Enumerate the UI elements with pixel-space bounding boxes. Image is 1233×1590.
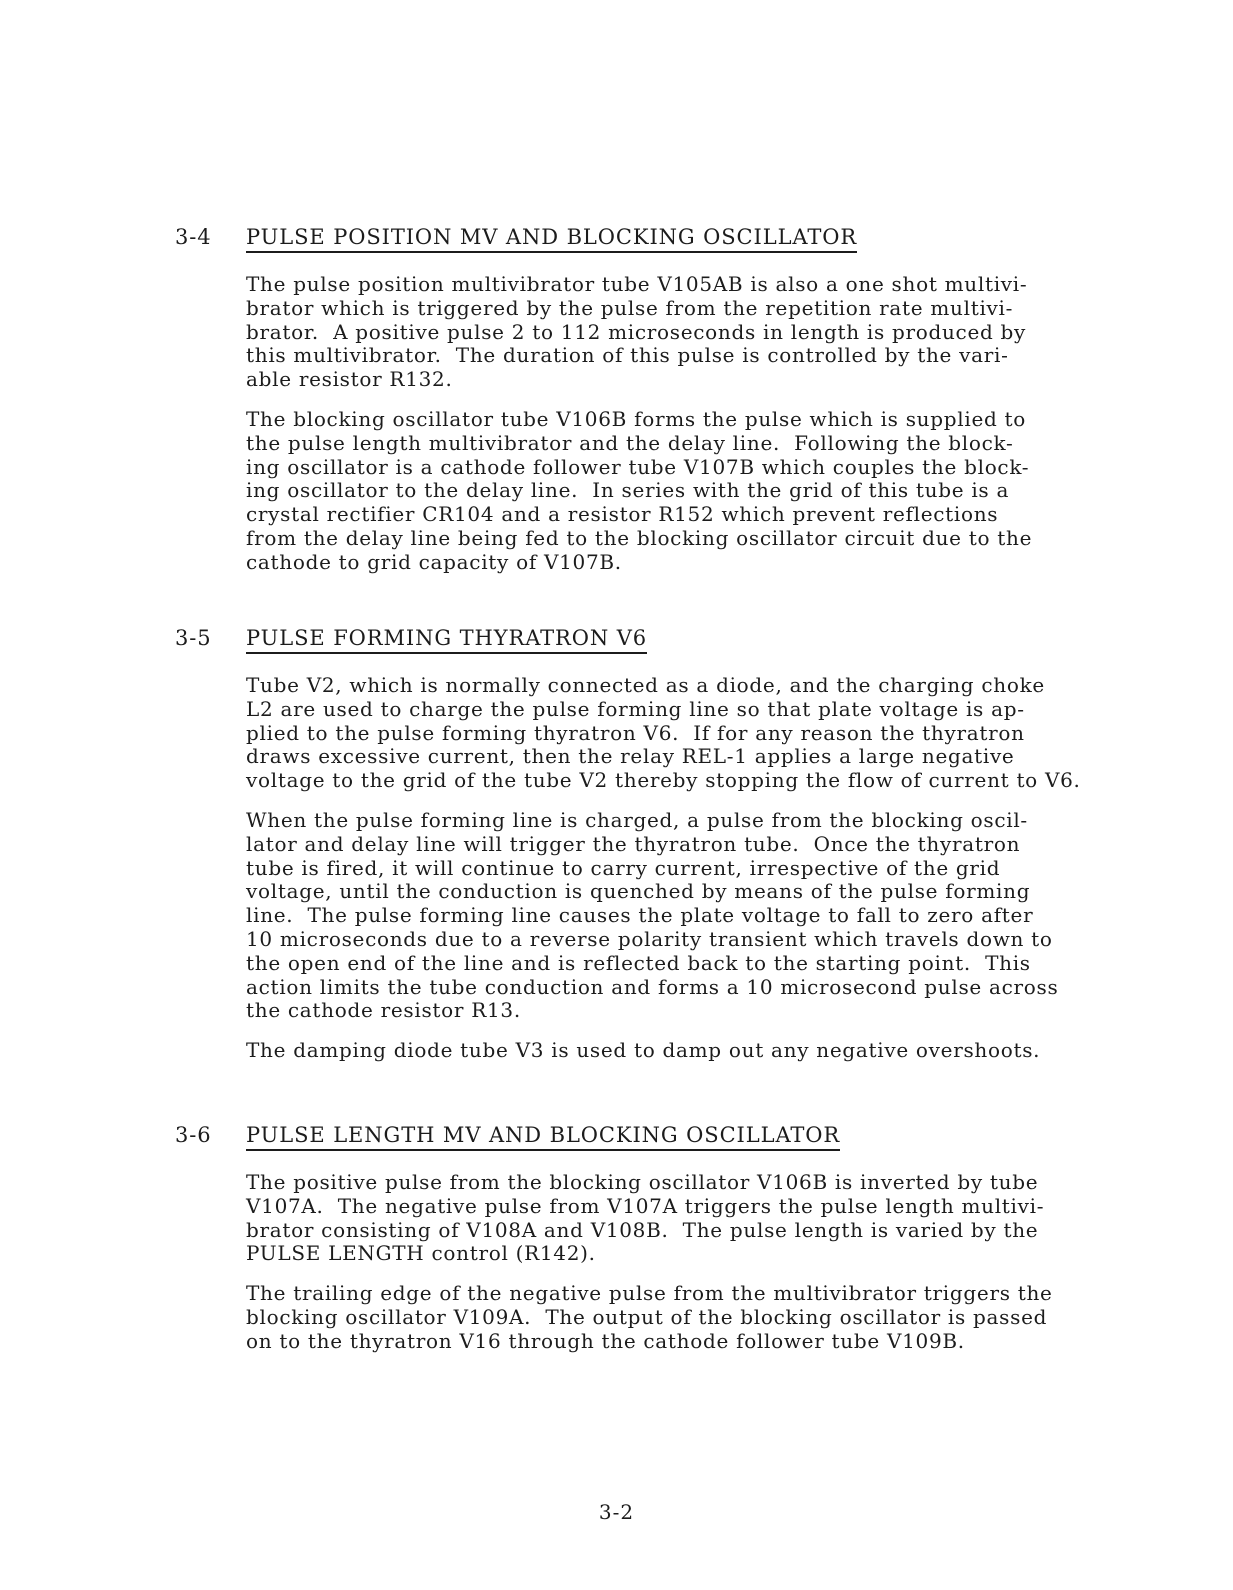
section-heading [175,225,1175,257]
paragraph: The blocking oscillator tube V106B forms the pulse which is supplied to the pulse length multivibrator and the delay line. Following the block- ing oscillator is a cathode follower tube V107B which couples the block- ing oscillator to the delay line. In series with the grid of this tube is a crystal rectifier CR104 and a resistor R152 which prevent reflections from the delay line being fed to the blocking oscillator circuit due to the cathode to grid capacity of V107B. [246,406,1033,574]
paragraph: The trailing edge of the negative pulse from the multivibrator triggers the blocking oscillator V109A. The output of the blocking oscillator is passed on to the thyratron V16 through the cathode follower tube V109B. [246,1281,1053,1353]
section-title: PULSE FORMING THYRATRON V6 [246,626,647,654]
page-number: 3-2 [598,1500,635,1524]
paragraph: The positive pulse from the blocking oscillator V106B is inverted by tube V107A. The negative pulse from V107A triggers the pulse length multivi- brator consisting of V108A and V108B. The pulse length is varied by the PULSE LENGTH control (R142). [246,1170,1045,1266]
section-3-4 [175,225,1175,575]
section-title: PULSE LENGTH MV AND BLOCKING OSCILLATOR [246,1123,840,1151]
section-number: 3-4 [175,225,212,249]
paragraph: The pulse position multivibrator tube V105AB is also a one shot multivi- brator which is triggered by the pulse from the repetition rate multivi- brator. A positive pulse 2 to 112 microseconds in length is produced by this multivibrator. The duration of this pulse is controlled by the vari- able resistor R132. [246,272,1028,392]
section-heading [175,626,1175,658]
section-3-6 [175,1123,1175,1354]
section-3-5 [175,626,1175,1063]
paragraph: When the pulse forming line is charged, a pulse from the blocking oscil- lator and delay line will trigger the thyratron tube. Once the thyratron tube is fired, it will continue to carry current, irrespective of the grid voltage, until the conduction is quenched by means of the pulse forming line. The pulse forming line causes the plate voltage to fall to zero after 10 microseconds due to a reverse polarity transient which travels down to the open end of the line and is reflected back to the starting point. This action limits the tube conduction and forms a 10 microsecond pulse across the cathode resistor R13. [246,807,1059,1023]
paragraph: Tube V2, which is normally connected as a diode, and the charging choke L2 are used to charge the pulse forming line so that plate voltage is ap- plied to the pulse forming thyratron V6. If for any reason the thyratron draws excessive current, then the relay REL-1 applies a large negative voltage to the grid of the tube V2 thereby stopping the flow of current to V6. [246,673,1081,793]
section-heading [175,1123,1175,1155]
section-number: 3-5 [175,626,212,650]
paragraph: The damping diode tube V3 is used to damp out any negative overshoots. [246,1038,1041,1063]
section-number: 3-6 [175,1123,212,1147]
section-title: PULSE POSITION MV AND BLOCKING OSCILLATOR [246,225,857,253]
